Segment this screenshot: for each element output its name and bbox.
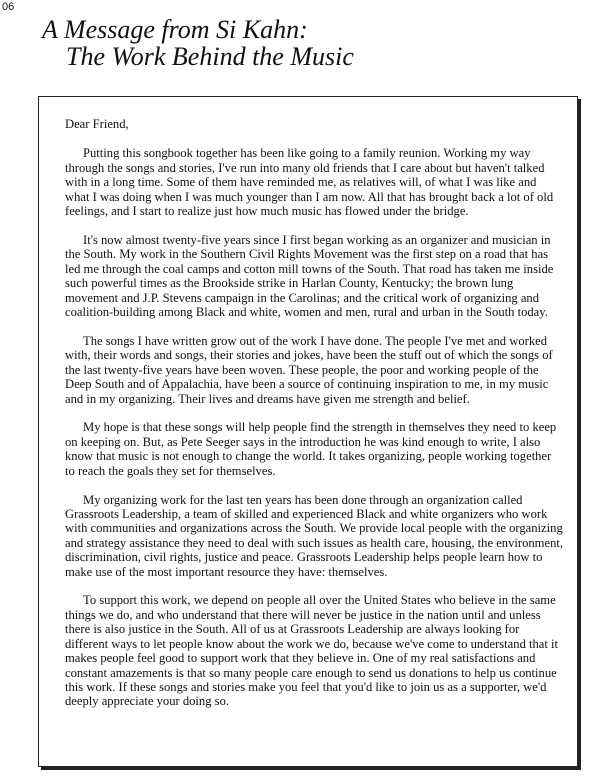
paragraph-3: The songs I have written grow out of the work I have done. The people I've met and worked with, their words and songs, their stories and jokes, have been the stuff out of which the songs of the last twenty-five years have been woven. These people, the poor and working people of the Deep South and of Appalachia, have been a source of continuing inspiration to me, in my music and in my organizing. Their lives and dreams have given me strength and belief.	[65, 333, 553, 406]
paragraph-1: Putting this songbook together has been like going to a family reunion. Working my way through the songs and stories, I've run into many old friends that I care about but haven't talked with in a long time. Some of them have reminded me, as relatives will, of what I was like and what I was doing when I was much younger than I am now. All that has brought back a lot of old feelings, and I start to realize just how much music has flowed under the bridge.	[65, 146, 554, 219]
page-title	[42, 16, 354, 70]
salutation: Dear Friend,	[65, 117, 129, 131]
paragraph-4: My hope is that these songs will help people find the strength in themselves they need to keep on keeping on. But, as Pete Seeger says in the introduction he was kind enough to write, I also know that music is not enough to change the world. It takes organizing, people working together to reach the goals they set for themselves.	[65, 420, 557, 478]
page-number: 06	[2, 1, 15, 13]
title-line-1: A Message from Si Kahn:	[42, 15, 308, 44]
letter-box	[38, 96, 578, 767]
paragraph-6: To support this work, we depend on people all over the United States who believe in the same things we do, and who understand that there will never be justice in the nation until and unless there is also justice in the South. All of us at Grassroots Leadership are always looking for different ways to let people know about the work we do, because we've come to understand that it makes people feel good to support work that they believe in. One of my real satisfactions and constant amazements is that so many people care enough to send us donations to help us continue this work. If these songs and stories make you feel that you'd like to join us as a supporter, we'd deeply appreciate your doing so.	[65, 593, 559, 709]
paragraph-2: It's now almost twenty-five years since I first began working as an organizer and musician in the South. My work in the Southern Civil Rights Movement was the first step on a road that has led me through the coal camps and cotton mill towns of the South. That road has taken me inside such powerful times as the Brookside strike in Harlan County, Kentucky; the brown lung movement and J.P. Stevens campaign in the Carolinas; and the critical work of organizing and coalition-building among Black and white, women and men, rural and urban in the South today.	[65, 232, 554, 319]
paragraph-5: My organizing work for the last ten years has been done through an organization called Grassroots Leadership, a team of skilled and experienced Black and white organizers who work with communities and organizations across the South. We provide local people with the organizing and strategy assistance they need to deal with such issues as health care, housing, the environment, discrimination, civil rights, justice and peace. Grassroots Leadership helps people learn how to make use of the most important resource they have: themselves.	[65, 492, 564, 579]
title-line-2: The Work Behind the Music	[66, 42, 354, 71]
